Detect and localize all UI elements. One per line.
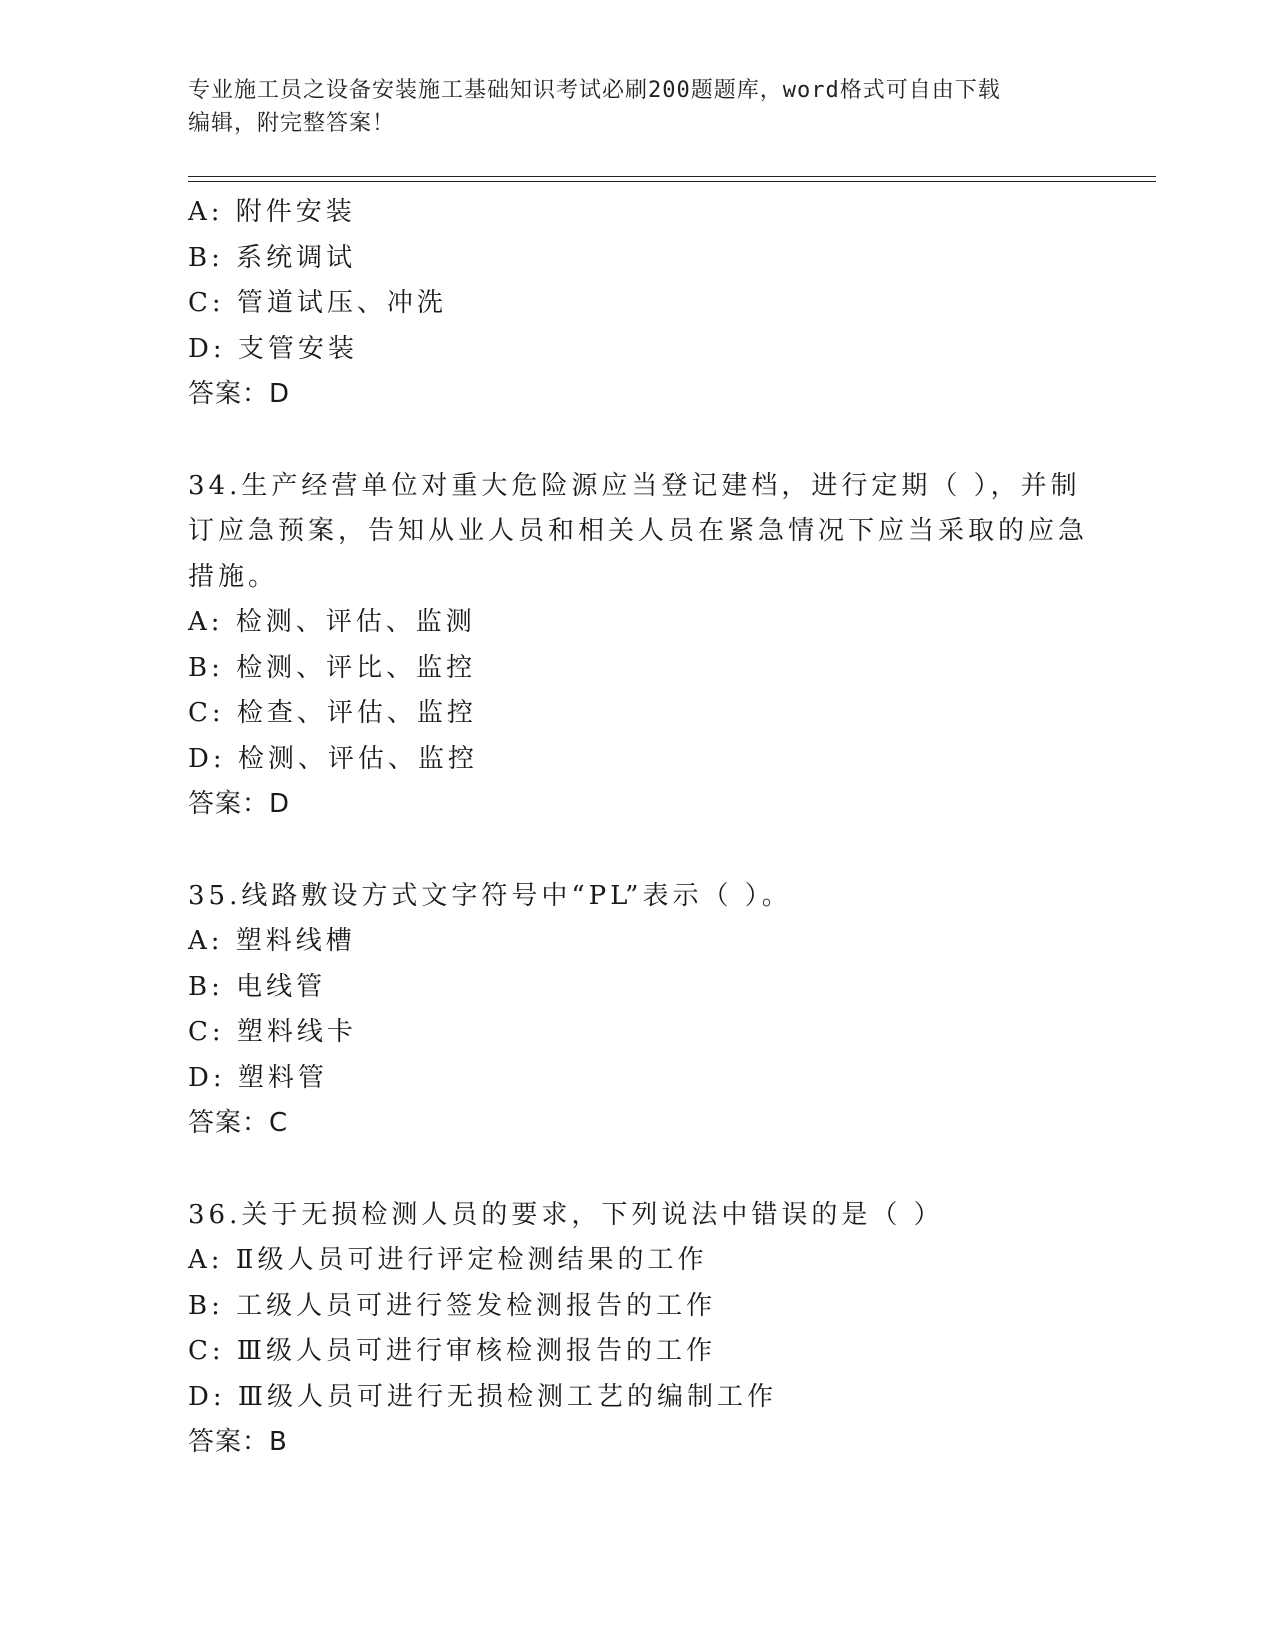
question-stem-line-1: 34.生产经营单位对重大危险源应当登记建档，进行定期（ ），并制 bbox=[188, 470, 1081, 501]
question-stem-line-3: 措施。 bbox=[188, 561, 279, 592]
question-list bbox=[188, 190, 1088, 1466]
option-c: C: 塑料线卡 bbox=[188, 1017, 357, 1047]
spacer bbox=[188, 828, 1088, 874]
spacer bbox=[188, 1147, 1088, 1193]
option-a: A: Ⅱ级人员可进行评定检测结果的工作 bbox=[188, 1245, 708, 1275]
question-33 bbox=[188, 190, 1088, 418]
option-b: B: 检测、评比、监控 bbox=[188, 652, 477, 683]
option-d: D: 塑料管 bbox=[188, 1062, 328, 1093]
answer: 答案：B bbox=[188, 1427, 288, 1457]
answer: 答案：D bbox=[188, 379, 291, 409]
option-a: A: 附件安装 bbox=[188, 197, 356, 227]
spacer bbox=[188, 418, 1088, 464]
question-stem-line-1: 35.线路敷设方式文字符号中“PL”表示（ ）。 bbox=[188, 880, 792, 911]
option-b: B: 系统调试 bbox=[188, 242, 357, 273]
answer: 答案：C bbox=[188, 1108, 289, 1138]
option-a: A: 检测、评估、监测 bbox=[188, 607, 476, 637]
header-title-line-1: 专业施工员之设备安装施工基础知识考试必刷200题题库，word格式可自由下载 bbox=[188, 78, 1001, 103]
question-35 bbox=[188, 874, 1088, 1147]
option-b: B: 工级人员可进行签发检测报告的工作 bbox=[188, 1290, 717, 1321]
document-header bbox=[188, 74, 1088, 140]
header-title-line-2: 编辑，附完整答案！ bbox=[188, 111, 396, 136]
header-divider-bottom bbox=[188, 181, 1156, 182]
question-34 bbox=[188, 464, 1088, 828]
answer: 答案：D bbox=[188, 789, 291, 819]
option-d: D: 检测、评估、监控 bbox=[188, 743, 478, 774]
option-c: C: 检查、评估、监控 bbox=[188, 698, 477, 728]
option-b: B: 电线管 bbox=[188, 971, 327, 1002]
option-c: C: Ⅲ级人员可进行审核检测报告的工作 bbox=[188, 1336, 716, 1366]
header-divider-top bbox=[188, 176, 1156, 177]
question-stem-line-1: 36.关于无损检测人员的要求，下列说法中错误的是（ ） bbox=[188, 1199, 944, 1230]
option-a: A: 塑料线槽 bbox=[188, 926, 356, 956]
question-stem-line-2: 订应急预案，告知从业人员和相关人员在紧急情况下应当采取的应急 bbox=[188, 516, 1089, 546]
option-d: D: Ⅲ级人员可进行无损检测工艺的编制工作 bbox=[188, 1381, 777, 1412]
option-c: C: 管道试压、冲洗 bbox=[188, 288, 447, 318]
question-36 bbox=[188, 1193, 1088, 1466]
option-d: D: 支管安装 bbox=[188, 333, 358, 364]
